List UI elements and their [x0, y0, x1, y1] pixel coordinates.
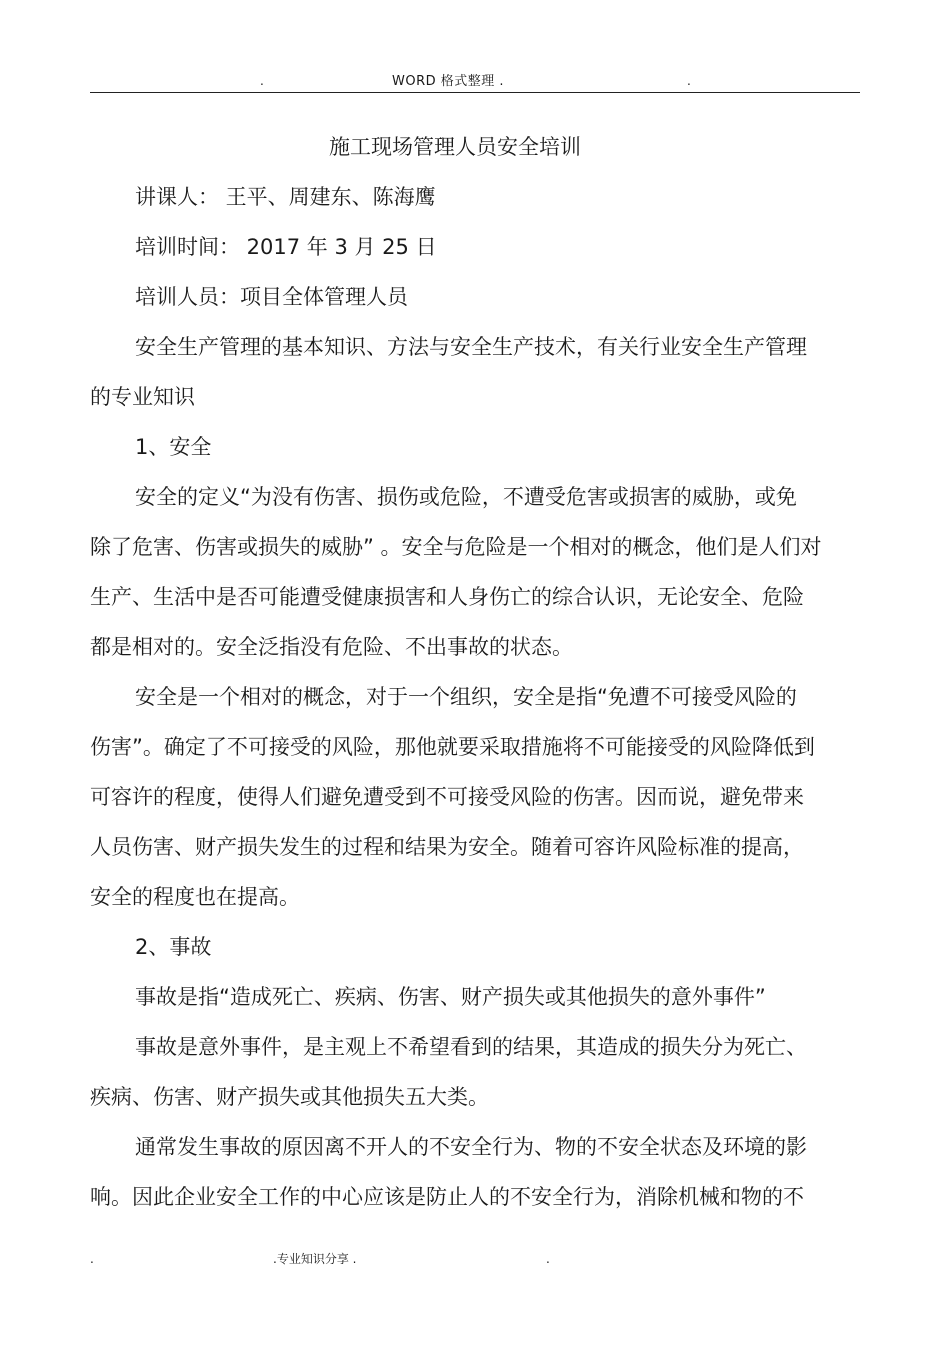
lecturer-line: 讲课人： 王平、周建东、陈海鹰 [135, 185, 436, 209]
paragraph-line: 人员伤害、财产损失发生的过程和结果为安全。随着可容许风险标准的提高， [90, 835, 804, 859]
paragraph-line: 疾病、伤害、财产损失或其他损失五大类。 [90, 1085, 489, 1109]
header-dot-right: . [687, 74, 691, 88]
trainees-line: 培训人员：项目全体管理人员 [135, 285, 408, 309]
paragraph-line: 安全是一个相对的概念，对于一个组织，安全是指“免遭不可接受风险的 [135, 685, 797, 709]
paragraph-line: 除了危害、伤害或损失的威胁” 。安全与危险是一个相对的概念，他们是人们对 [90, 535, 822, 559]
paragraph-line: 安全生产管理的基本知识、方法与安全生产技术，有关行业安全生产管理 [135, 335, 807, 359]
footer-text: .专业知识分享 . [273, 1252, 357, 1266]
page-footer [90, 1248, 860, 1272]
paragraph-line: 响。因此企业安全工作的中心应该是防止人的不安全行为，消除机械和物的不 [90, 1185, 804, 1209]
paragraph-line: 通常发生事故的原因离不开人的不安全行为、物的不安全状态及环境的影 [135, 1135, 807, 1159]
paragraph-line: 事故是指“造成死亡、疾病、伤害、财产损失或其他损失的意外事件” [135, 985, 766, 1009]
training-time-line: 培训时间： 2017 年 3 月 25 日 [135, 235, 437, 259]
document-body [90, 122, 860, 1222]
footer-dot-left: . [90, 1252, 94, 1266]
paragraph-line: 生产、生活中是否可能遭受健康损害和人身伤亡的综合认识，无论安全、危险 [90, 585, 804, 609]
footer-dot-right: . [546, 1252, 550, 1266]
paragraph-line: 事故是意外事件，是主观上不希望看到的结果，其造成的损失分为死亡、 [135, 1035, 807, 1059]
paragraph-line: 的专业知识 [90, 385, 195, 409]
paragraph-line: 伤害”。确定了不可接受的风险，那他就要采取措施将不可能接受的风险降低到 [90, 735, 815, 759]
paragraph-line: 安全的程度也在提高。 [90, 885, 300, 909]
paragraph-line: 安全的定义“为没有伤害、损伤或危险，不遭受危害或损害的威胁，或免 [135, 485, 797, 509]
section-heading: 2、事故 [135, 935, 212, 959]
document-title: 施工现场管理人员安全培训 [329, 135, 581, 159]
section-heading: 1、安全 [135, 435, 212, 459]
header-dot-left: . [260, 74, 264, 88]
paragraph-line: 都是相对的。安全泛指没有危险、不出事故的状态。 [90, 635, 573, 659]
header-title: WORD 格式整理 . [392, 74, 505, 89]
page-header [90, 66, 860, 93]
paragraph-line: 可容许的程度，使得人们避免遭受到不可接受风险的伤害。因而说，避免带来 [90, 785, 804, 809]
